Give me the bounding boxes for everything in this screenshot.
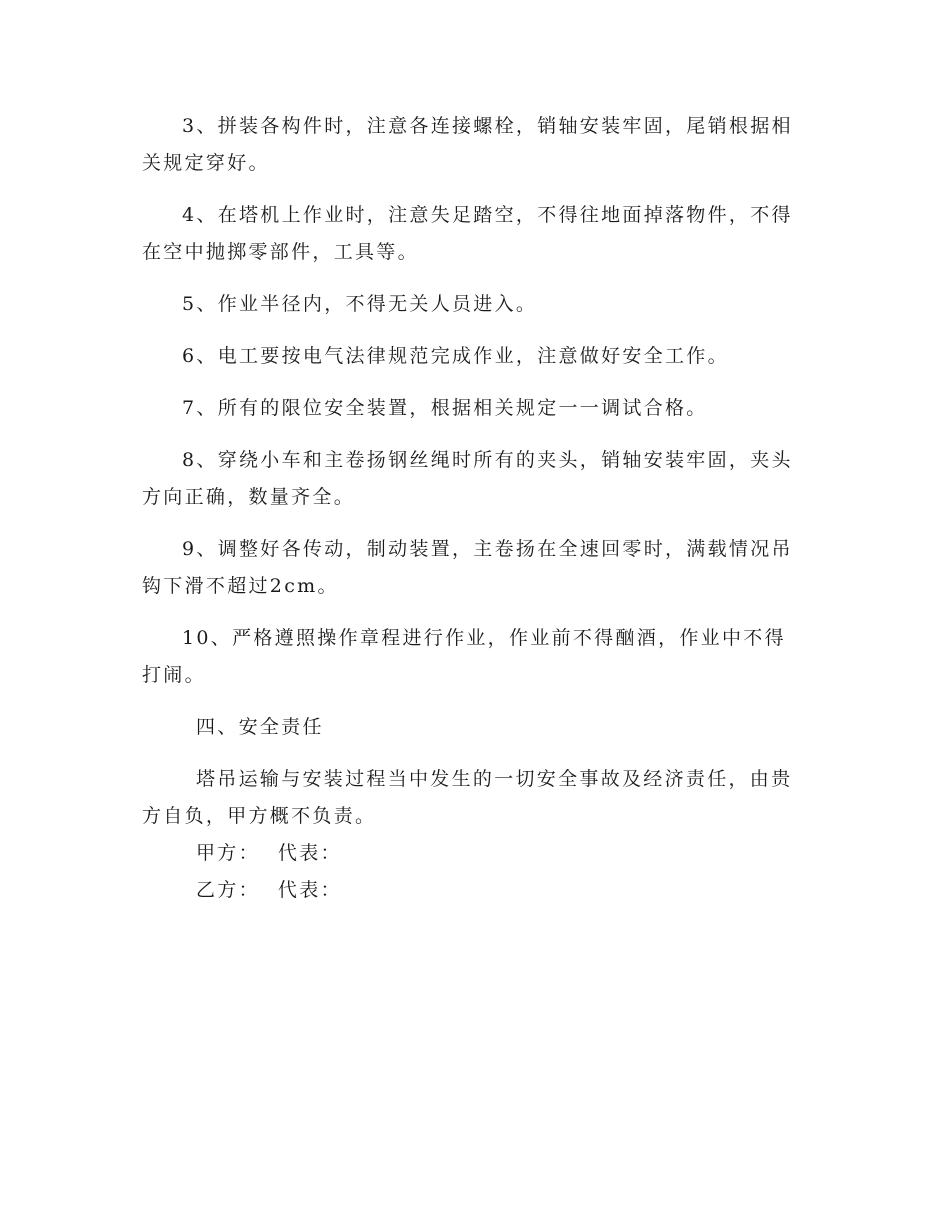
clause-8: 8、穿绕小车和主卷扬钢丝绳时所有的夹头，销轴安装牢固，夹头方向正确，数量齐全。 xyxy=(142,449,793,508)
clause-5: 5、作业半径内，不得无关人员进入。 xyxy=(182,293,538,315)
signature-line-party-a xyxy=(142,835,804,872)
clause-9: 9、调整好各传动，制动装置，主卷扬在全速回零时，满载情况吊钩下滑不超过2cm。 xyxy=(142,538,793,597)
party-a-rep-label: 代表： xyxy=(277,842,342,864)
party-b-rep-label: 代表： xyxy=(277,879,342,901)
clause-4: 4、在塔机上作业时，注意失足踏空，不得往地面掉落物件，不得在空中抛掷零部件，工具等。 xyxy=(142,204,793,263)
section-body: 塔吊运输与安装过程当中发生的一切安全事故及经济责任，由贵方自负，甲方概不负责。 xyxy=(142,768,793,827)
party-b-label: 乙方： xyxy=(196,879,260,901)
clause-7: 7、所有的限位安全装置，根据相关规定一一调试合格。 xyxy=(182,397,708,419)
clause-6: 6、电工要按电气法律规范完成作业，注意做好安全工作。 xyxy=(182,345,729,367)
party-a-label: 甲方： xyxy=(196,842,260,864)
signature-line-party-b xyxy=(142,872,804,909)
document-body xyxy=(142,108,804,909)
section-heading: 四、安全责任 xyxy=(196,716,324,738)
clause-3: 3、拼装各构件时，注意各连接螺栓，销轴安装牢固，尾销根据相关规定穿好。 xyxy=(142,115,793,174)
clause-10: 10、严格遵照操作章程进行作业，作业前不得酗酒，作业中不得打闹。 xyxy=(142,627,786,686)
